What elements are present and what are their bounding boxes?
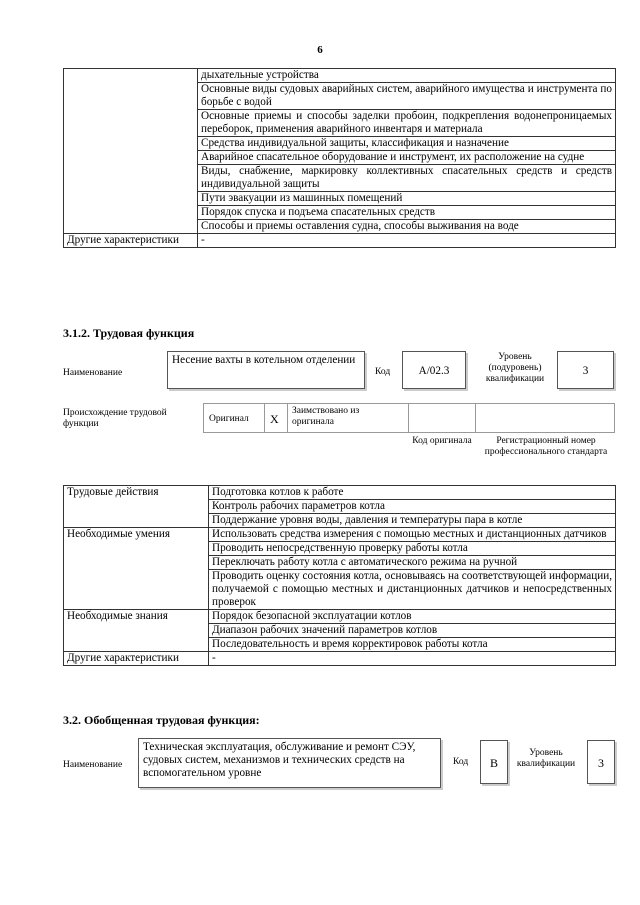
name-label: Наименование bbox=[63, 760, 123, 770]
row-label bbox=[64, 69, 198, 234]
table-cell: Последовательность и время корректировок работы котла bbox=[209, 638, 616, 652]
level-label: Уровень квалификации bbox=[516, 748, 576, 769]
page-number: 6 bbox=[317, 44, 323, 56]
table-row bbox=[64, 486, 616, 500]
table-cell: - bbox=[198, 234, 616, 248]
table-cell: Пути эвакуации из машинных помещений bbox=[198, 192, 616, 206]
table-row bbox=[64, 528, 616, 542]
row-label: Другие характеристики bbox=[64, 234, 198, 248]
table-row bbox=[64, 610, 616, 624]
table-row bbox=[64, 234, 616, 248]
table-cell: Порядок безопасной эксплуатации котлов bbox=[209, 610, 616, 624]
table-cell: Переключать работу котла с автоматического режима на ручной bbox=[209, 556, 616, 570]
origin-divider bbox=[264, 403, 265, 433]
table-cell: - bbox=[209, 652, 616, 666]
table-cell: Проводить оценку состояния котла, основываясь на соответствующей информации, получаемой с помощью местных и дистанционных датчиков и непосредственных проверок bbox=[209, 570, 616, 610]
name-value: Несение вахты в котельном отделении bbox=[167, 351, 365, 389]
table-cell: Порядок спуска и подъема спасательных средств bbox=[198, 206, 616, 220]
row-label: Другие характеристики bbox=[64, 652, 209, 666]
reg-number-label: Регистрационный номер профессионального стандарта bbox=[484, 436, 608, 457]
original-label: Оригинал bbox=[209, 414, 249, 424]
table-cell: Проводить непосредственную проверку работы котла bbox=[209, 542, 616, 556]
row-label: Необходимые умения bbox=[64, 528, 209, 610]
table-cell: Использовать средства измерения с помощью местных и дистанционных датчиков bbox=[209, 528, 616, 542]
table-cell: Аварийное спасательное оборудование и инструмент, их расположение на судне bbox=[198, 151, 616, 165]
row-label: Необходимые знания bbox=[64, 610, 209, 652]
labor-function-table bbox=[63, 485, 616, 666]
code-value: В bbox=[480, 740, 508, 784]
level-value: 3 bbox=[587, 740, 615, 784]
level-label: Уровень (подуровень) квалификации bbox=[485, 352, 545, 384]
name-label: Наименование bbox=[63, 368, 123, 378]
table-cell: Основные виды судовых аварийных систем, аварийного имущества и инструмента по борьбе с водой bbox=[198, 83, 616, 110]
origin-divider bbox=[287, 403, 288, 433]
origin-divider bbox=[475, 403, 476, 433]
knowledge-table bbox=[63, 68, 616, 248]
code-label: Код bbox=[375, 367, 391, 377]
table-cell: Основные приемы и способы заделки пробоин, подкрепления водонепроницаемых переборок, применения аварийного инвентаря и материала bbox=[198, 110, 616, 137]
code-original-label: Код оригинала bbox=[412, 436, 472, 446]
table-cell: Контроль рабочих параметров котла bbox=[209, 500, 616, 514]
generalized-name-value: Техническая эксплуатация, обслуживание и ремонт СЭУ, судовых систем, механизмов и технических средств на вспомогательном уровне bbox=[138, 738, 441, 788]
table-row bbox=[64, 69, 616, 83]
table-cell: Способы и приемы оставления судна, способы выживания на воде bbox=[198, 220, 616, 234]
origin-divider bbox=[408, 403, 409, 433]
table-cell: Средства индивидуальной защиты, классификация и назначение bbox=[198, 137, 616, 151]
section-heading: 3.1.2. Трудовая функция bbox=[63, 326, 195, 340]
table-row bbox=[64, 652, 616, 666]
original-mark: X bbox=[270, 412, 279, 426]
table-cell: Подготовка котлов к работе bbox=[209, 486, 616, 500]
table-cell: Диапазон рабочих значений параметров котлов bbox=[209, 624, 616, 638]
borrowed-label: Заимствовано из оригинала bbox=[292, 406, 360, 427]
table-cell: Поддержание уровня воды, давления и температуры пара в котле bbox=[209, 514, 616, 528]
code-value: А/02.3 bbox=[402, 351, 466, 389]
origin-label: Происхождение трудовой функции bbox=[63, 408, 167, 429]
level-value: 3 bbox=[557, 351, 614, 389]
row-label: Трудовые действия bbox=[64, 486, 209, 528]
code-label: Код bbox=[453, 757, 469, 767]
table-cell: Виды, снабжение, маркировку коллективных спасательных средств и средств индивидуальной защиты bbox=[198, 165, 616, 192]
table-cell: дыхательные устройства bbox=[198, 69, 616, 83]
section-heading: 3.2. Обобщенная трудовая функция: bbox=[63, 713, 260, 727]
